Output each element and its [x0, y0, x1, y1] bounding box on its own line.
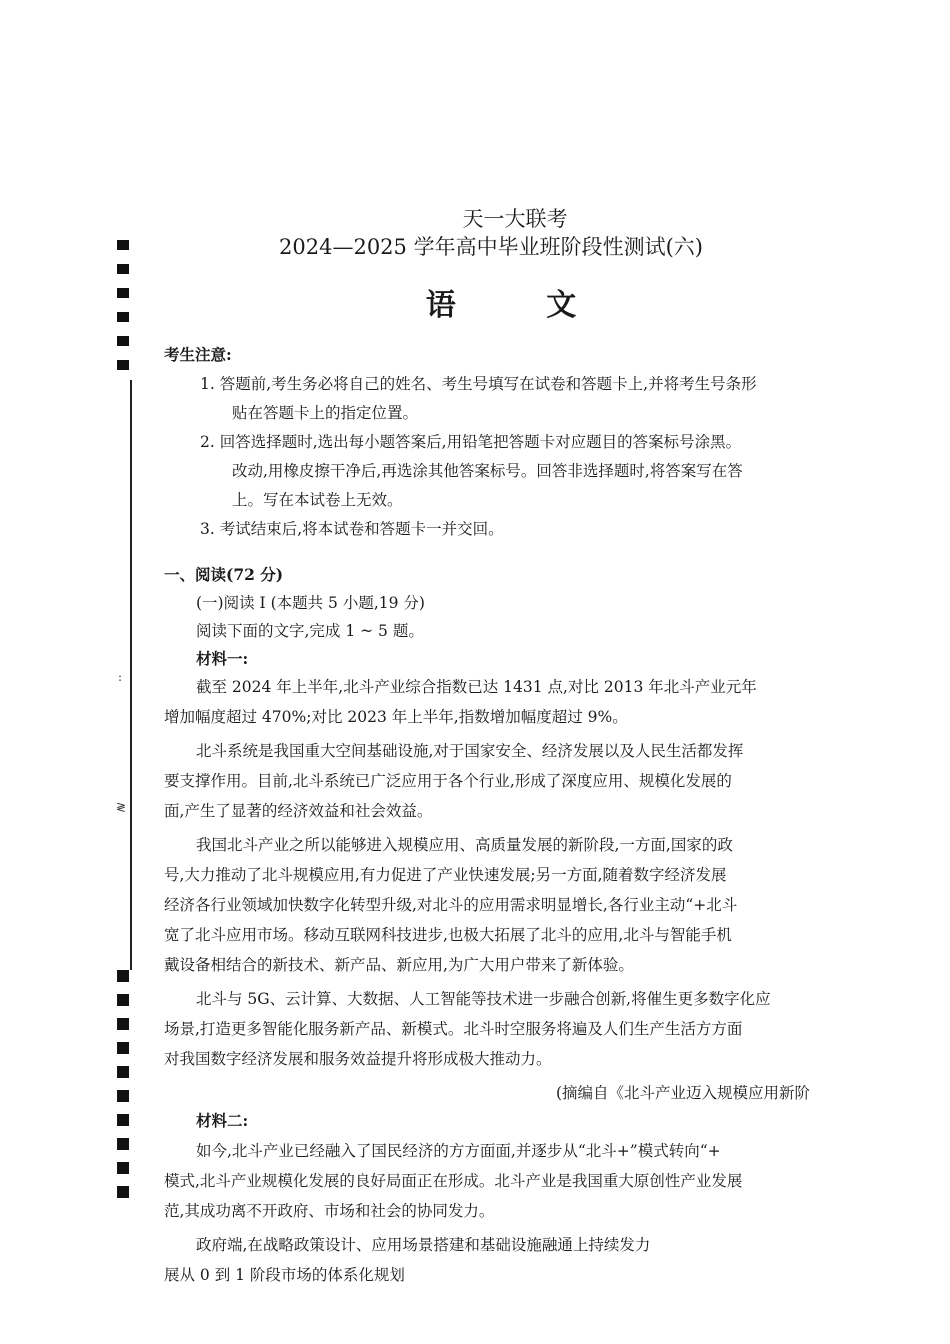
notice-line: 改动,用橡皮擦干净后,再选涂其他答案标号。回答非选择题时,将答案写在答 — [232, 462, 743, 480]
paragraph-line: 模式,北斗产业规模化发展的良好局面正在形成。北斗产业是我国重大原创性产业发展 — [164, 1172, 743, 1190]
subject-title: 语 文 — [425, 288, 617, 323]
paragraph-line: 号,大力推动了北斗规模应用,有力促进了产业快速发展;另一方面,随着数字经济发展 — [164, 866, 727, 884]
notice-line: 贴在答题卡上的指定位置。 — [232, 404, 419, 422]
section-subtitle: (一)阅读 I (本题共 5 小题,19 分) — [196, 594, 425, 612]
binding-mark — [117, 1066, 129, 1078]
exam-title: 2024—2025 学年高中毕业班阶段性测试(六) — [279, 235, 703, 259]
paragraph-line: 要支撑作用。目前,北斗系统已广泛应用于各个行业,形成了深度应用、规模化发展的 — [164, 772, 732, 790]
exam-organizer: 天一大联考 — [462, 207, 568, 231]
paragraph-line: 经济各行业领域加快数字化转型升级,对北斗的应用需求明显增长,各行业主动“+北斗 — [164, 896, 738, 914]
margin-dot: : — [118, 670, 123, 684]
material-1-label: 材料一: — [196, 649, 249, 668]
binding-mark — [117, 1186, 129, 1198]
binding-mark — [117, 1018, 129, 1030]
binding-mark — [117, 336, 129, 346]
paragraph-line: 北斗系统是我国重大空间基础设施,对于国家安全、经济发展以及人民生活都发挥 — [196, 742, 744, 760]
binding-mark — [117, 994, 129, 1006]
paragraph-line: 展从 0 到 1 阶段市场的体系化规划 — [164, 1266, 405, 1284]
paragraph-line: 范,其成功离不开政府、市场和社会的协同发力。 — [164, 1202, 495, 1220]
binding-mark — [117, 1090, 129, 1102]
section-title: 一、阅读(72 分) — [164, 565, 284, 584]
binding-mark — [117, 1138, 129, 1150]
paragraph-line: 面,产生了显著的经济效益和社会效益。 — [164, 802, 433, 820]
margin-dot: ≷ — [116, 800, 127, 814]
notice-line: 上。写在本试卷上无效。 — [232, 491, 403, 509]
paragraph-line: 北斗与 5G、云计算、大数据、人工智能等技术进一步融合创新,将催生更多数字化应 — [196, 990, 771, 1008]
binding-mark — [117, 264, 129, 274]
paragraph-line: 对我国数字经济发展和服务效益提升将形成极大推动力。 — [164, 1050, 552, 1068]
paragraph-line: 如今,北斗产业已经融入了国民经济的方方面面,并逐步从“北斗+”模式转向“+ — [196, 1142, 721, 1160]
paragraph-line: 增加幅度超过 470%;对比 2023 年上半年,指数增加幅度超过 9%。 — [164, 708, 628, 726]
paragraph-line: 宽了北斗应用市场。移动互联网科技进步,也极大拓展了北斗的应用,北斗与智能手机 — [164, 926, 732, 944]
binding-mark — [117, 1042, 129, 1054]
margin-rule — [130, 380, 132, 970]
section-instruction: 阅读下面的文字,完成 1 ~ 5 题。 — [196, 622, 424, 640]
notice-line: 2. 回答选择题时,选出每小题答案后,用铅笔把答题卡对应题目的答案标号涂黑。 — [200, 433, 742, 451]
binding-mark — [117, 970, 129, 982]
notice-line: 3. 考试结束后,将本试卷和答题卡一并交回。 — [200, 520, 504, 538]
paragraph-line: 截至 2024 年上半年,北斗产业综合指数已达 1431 点,对比 2013 年北斗产业元年 — [196, 678, 757, 696]
notice-line: 1. 答题前,考生务必将自己的姓名、考生号填写在试卷和答题卡上,并将考生号条形 — [200, 375, 757, 393]
notice-title: 考生注意: — [164, 345, 232, 364]
binding-marks-bottom — [117, 970, 131, 1210]
paragraph-line: 我国北斗产业之所以能够进入规模应用、高质量发展的新阶段,一方面,国家的政 — [196, 836, 733, 854]
paragraph-line: 场景,打造更多智能化服务新产品、新模式。北斗时空服务将遍及人们生产生活方方面 — [164, 1020, 743, 1038]
paragraph-line: 戴设备相结合的新技术、新产品、新应用,为广大用户带来了新体验。 — [164, 956, 634, 974]
binding-mark — [117, 360, 129, 370]
binding-mark — [117, 1114, 129, 1126]
material-1-source: (摘编自《北斗产业迈入规模应用新阶 — [555, 1084, 810, 1102]
paragraph-line: 政府端,在战略政策设计、应用场景搭建和基础设施融通上持续发力 — [196, 1236, 651, 1254]
binding-mark — [117, 1162, 129, 1174]
material-2-label: 材料二: — [196, 1111, 249, 1130]
